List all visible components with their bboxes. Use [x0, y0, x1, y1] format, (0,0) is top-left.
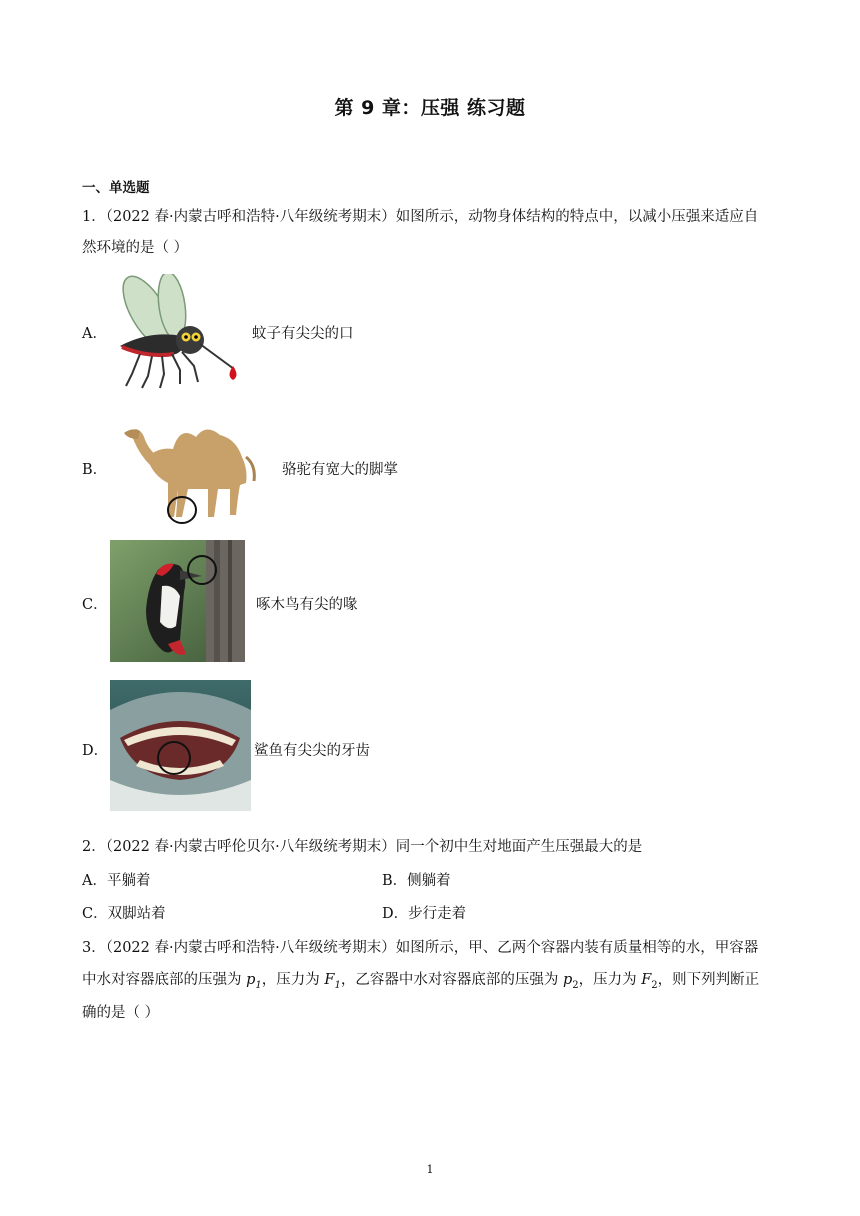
shark-photo [110, 680, 251, 811]
q3-stem-line3: 确的是（ ） [82, 1005, 160, 1021]
q1-option-b-text: 骆驼有宽大的脚掌 [282, 462, 398, 478]
q3-stem-line2: 中水对容器底部的压强为 $p_1$，压力为 $F_1$，乙容器中水对容器底部的压强为 $p_2$，压力为 $F_2$，则下列判断正 [82, 972, 760, 991]
q2-option-c: C．双脚站着 [82, 906, 166, 922]
q1-option-c-letter: C． [82, 597, 108, 613]
q3-stem-line1: 3．（2022 春·内蒙古呼和浩特·八年级统考期末）如图所示，甲、乙两个容器内装有质量相等的水，甲容器 [82, 940, 759, 956]
page-number: 1 [426, 1163, 434, 1176]
page-title: 第 9 章：压强 练习题 [334, 97, 526, 119]
q2-option-b: B．侧躺着 [382, 873, 451, 889]
section-heading: 一、单选题 [82, 180, 150, 196]
q1-stem-line1: 1．（2022 春·内蒙古呼和浩特·八年级统考期末）如图所示，动物身体结构的特点中，以减小压强来适应自 [82, 209, 759, 225]
camel-photo [118, 405, 260, 525]
q1-option-c-text: 啄木鸟有尖的喙 [256, 597, 358, 613]
q2-option-d: D．步行走着 [382, 906, 467, 922]
q1-option-d-letter: D． [82, 743, 109, 759]
q2-option-a: A．平躺着 [82, 873, 151, 889]
q2-stem: 2．（2022 春·内蒙古呼伦贝尔·八年级统考期末）同一个初中生对地面产生压强最大的是 [82, 839, 643, 855]
q1-stem-line2: 然环境的是（ ） [82, 240, 189, 256]
q1-option-a-text: 蚊子有尖尖的口 [252, 326, 354, 342]
q1-option-b-letter: B． [82, 462, 108, 478]
q1-option-d-text: 鲨鱼有尖尖的牙齿 [254, 743, 370, 759]
q1-option-a-letter: A． [82, 326, 107, 342]
woodpecker-photo [110, 540, 245, 662]
mosquito-illustration [110, 274, 242, 390]
